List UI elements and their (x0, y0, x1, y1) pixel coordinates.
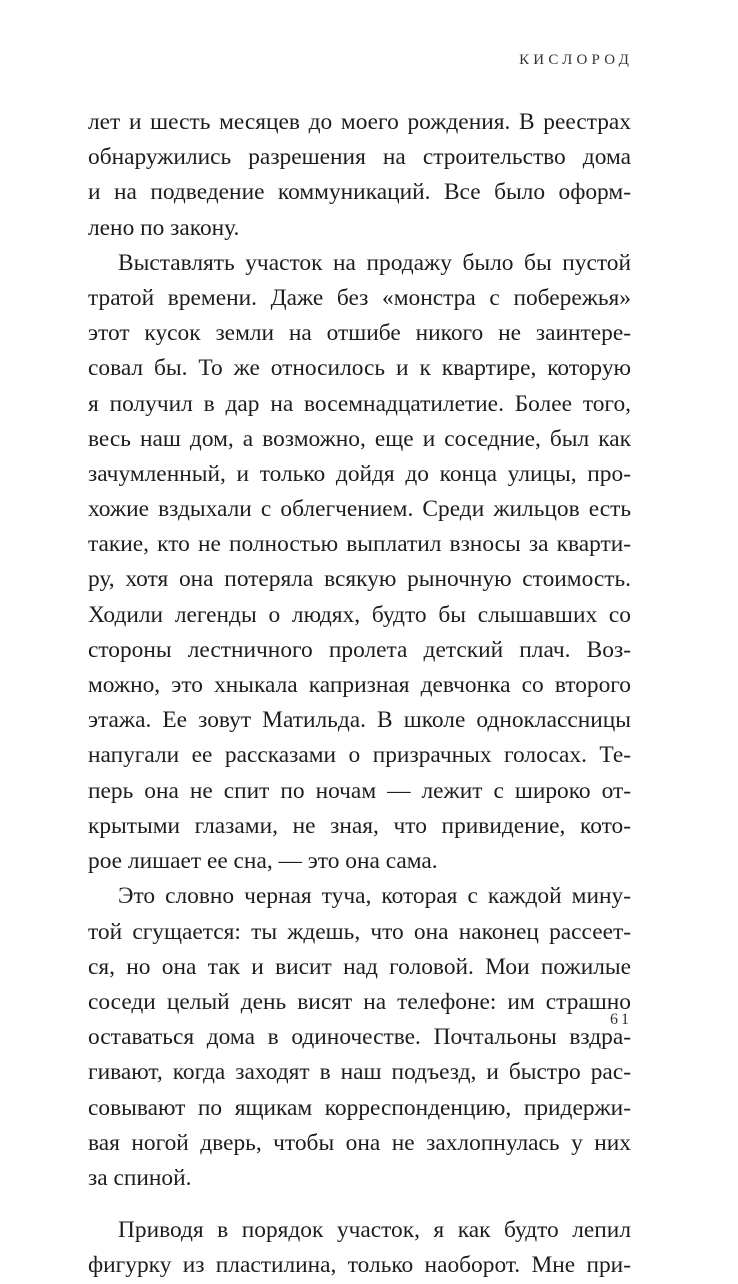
text-line: можно, это хныкала капризная девчонка со второго (88, 672, 631, 699)
text-line: такие, кто не полностью выплатил взносы за кварти- (88, 531, 631, 558)
text-line: перь она не спит по ночам — лежит с широко от- (88, 777, 631, 804)
text-line: ру, хотя она потеряла всякую рыночную стоимость. (88, 566, 631, 593)
text-line: тратой времени. Даже без «монстра с побережья» (88, 284, 631, 311)
text-line: обнаружились разрешения на строительство дома (88, 144, 631, 171)
text-line: и на подведение коммуникаций. Все было оформ- (88, 179, 631, 206)
text-line: этажа. Ее зовут Матильда. В школе одноклассницы (88, 707, 631, 734)
text-line: гивают, когда заходят в наш подъезд, и быстро рас- (88, 1059, 631, 1086)
text-line: рое лишает ее сна, — это она сама. (88, 847, 438, 874)
text-line: лет и шесть месяцев до моего рождения. В реестрах (88, 109, 631, 135)
text-line: этот кусок земли на отшибе никого не заинтере- (88, 320, 631, 347)
paragraph-2 (88, 246, 631, 879)
text-line: Ходили легенды о людях, будто бы слышавших со (88, 601, 631, 628)
text-line: фигурку из пластилина, только наоборот. Мне при- (88, 1252, 631, 1279)
text-line: оставаться дома в одиночестве. Почтальоны вздра- (88, 1024, 631, 1051)
text-line: той сгущается: ты ждешь, что она наконец рассеет- (88, 918, 631, 945)
text-line: крытыми глазами, не зная, что привидение, кото- (88, 812, 631, 839)
paragraph-4 (88, 1213, 631, 1283)
paragraph-3 (88, 879, 631, 1196)
text-line: стороны лестничного пролета детский плач. Воз- (88, 636, 631, 663)
text-line: Выставлять участок на продажу было бы пустой (118, 249, 631, 276)
text-line: зачумленный, и только дойдя до конца улицы, про- (88, 460, 631, 487)
text-line: весь наш дом, а возможно, еще и соседние, был как (88, 425, 631, 452)
running-header: КИСЛОРОД (519, 52, 633, 68)
text-line: Это словно черная туча, которая с каждой мину- (118, 883, 631, 910)
text-line: совал бы. То же относилось и к квартире, которую (88, 355, 631, 382)
text-line: хожие вздыхали с облегчением. Среди жильцов есть (88, 496, 631, 523)
text-line: лено по закону. (88, 214, 240, 241)
paragraph-1 (88, 105, 631, 246)
text-line: Приводя в порядок участок, я как будто лепил (118, 1217, 631, 1244)
text-line: ся, но она так и висит над головой. Мои пожилые (88, 953, 631, 980)
page-number: 61 (610, 1011, 632, 1028)
text-line: за спиной. (88, 1164, 192, 1191)
text-line: соседи целый день висят на телефоне: им страшно (88, 988, 631, 1015)
text-line: совывают по ящикам корреспонденцию, придержи- (88, 1094, 631, 1121)
text-line: вая ногой дверь, чтобы она не захлопнулась у них (88, 1129, 631, 1156)
text-line: напугали ее рассказами о призрачных голосах. Те- (88, 742, 631, 769)
text-line: я получил в дар на восемнадцатилетие. Более того, (88, 390, 631, 417)
